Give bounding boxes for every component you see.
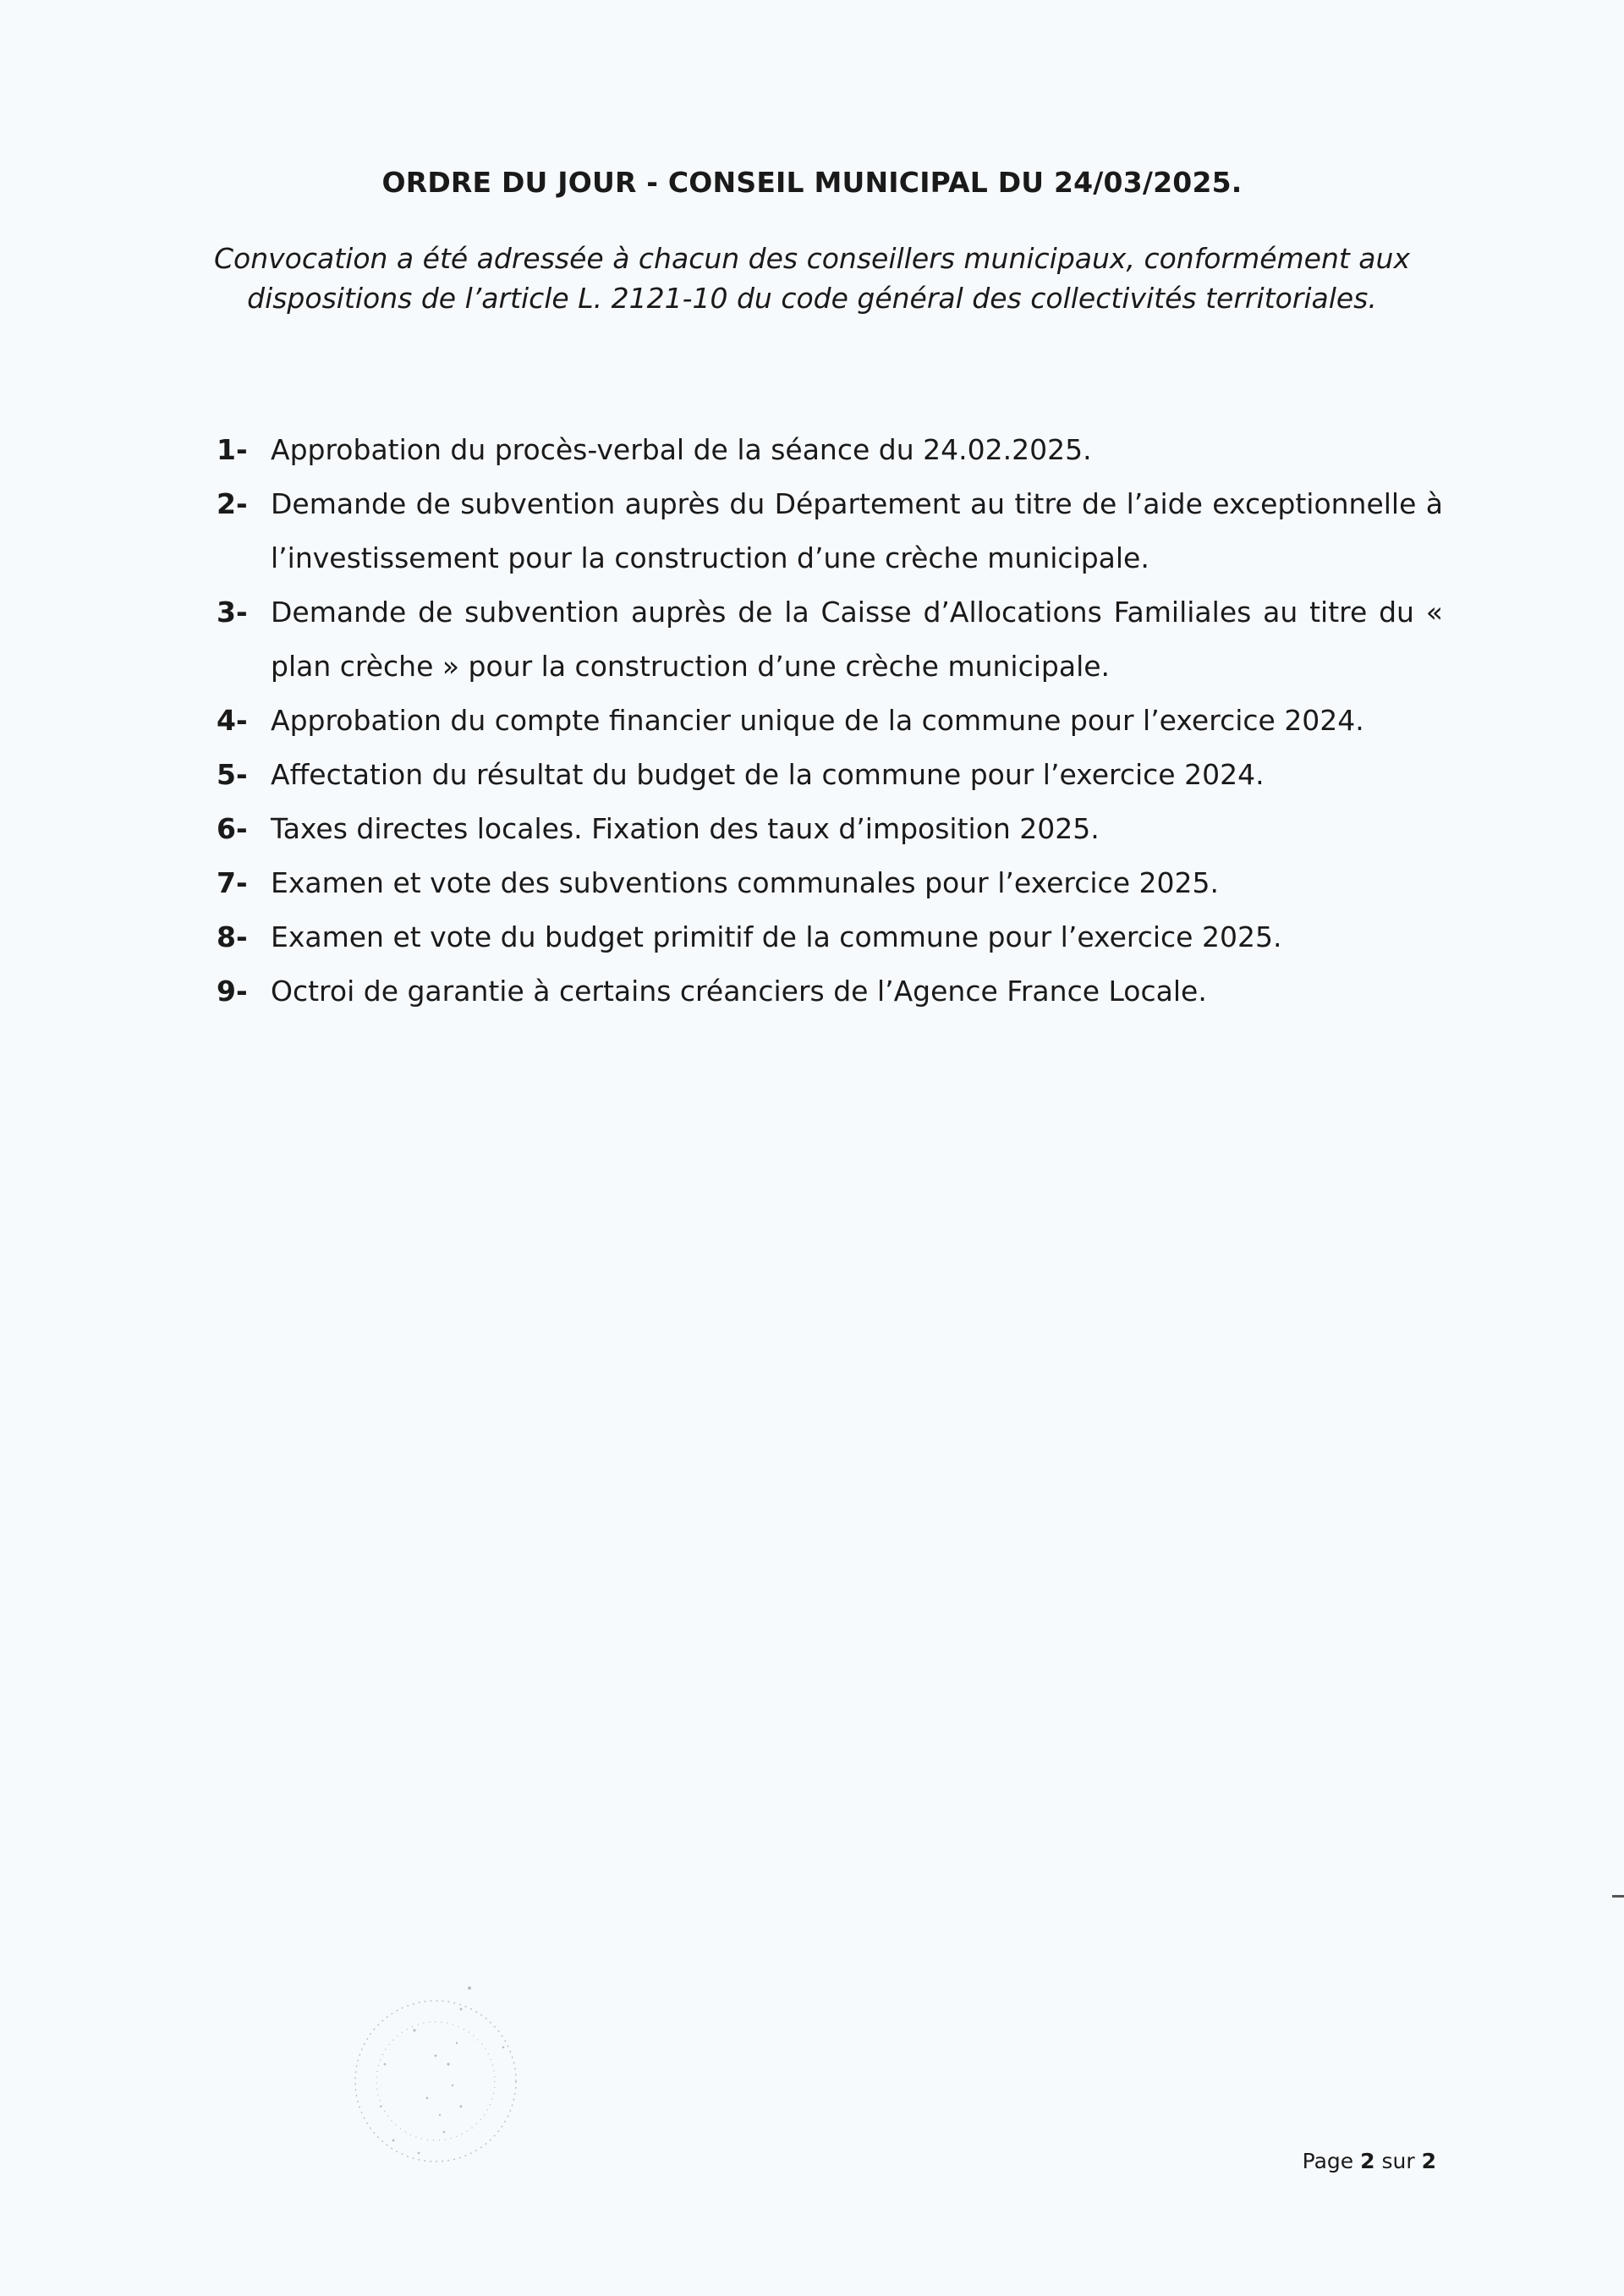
- agenda-item-text: Taxes directes locales. Fixation des taux d’imposition 2025.: [271, 812, 1100, 845]
- agenda-item-number: 9-: [217, 975, 248, 1008]
- agenda-item-6: [217, 802, 1443, 856]
- agenda-item-3: [217, 585, 1443, 694]
- agenda-title: ORDRE DU JOUR - CONSEIL MUNICIPAL DU 24/03/2025.: [381, 166, 1243, 199]
- agenda-item-number: 4-: [217, 704, 248, 737]
- agenda-item-2: [217, 477, 1443, 585]
- scan-edge-mark: [1612, 1895, 1624, 1898]
- stamp-icon: [334, 1937, 554, 2191]
- total-pages: 2: [1421, 2149, 1436, 2173]
- agenda-item-text: Octroi de garantie à certains créanciers de l’Agence France Locale.: [271, 975, 1207, 1008]
- agenda-item-5: [217, 748, 1443, 802]
- agenda-item-text: Approbation du compte financier unique de la commune pour l’exercice 2024.: [271, 704, 1364, 737]
- agenda-item-number: 8-: [217, 920, 248, 953]
- agenda-item-number: 5-: [217, 758, 248, 791]
- agenda-item-number: 2-: [217, 487, 248, 520]
- agenda-item-text: Demande de subvention auprès de la Caisse d’Allocations Familiales au titre du « plan crèche » pour la construction d’une crèche municipale.: [271, 596, 1443, 683]
- agenda-item-1: [217, 423, 1443, 477]
- agenda-item-number: 3-: [217, 596, 248, 629]
- agenda-list: [217, 423, 1443, 1019]
- agenda-item-text: Approbation du procès-verbal de la séance du 24.02.2025.: [271, 433, 1092, 466]
- page-word: Page: [1302, 2149, 1354, 2173]
- convocation-notice: [0, 239, 1624, 318]
- agenda-item-7: [217, 856, 1443, 910]
- agenda-item-number: 7-: [217, 866, 248, 899]
- agenda-item-8: [217, 910, 1443, 964]
- convocation-line-1: Convocation a été adressée à chacun des conseillers municipaux, conformément aux: [214, 242, 1410, 275]
- agenda-item-9: [217, 964, 1443, 1019]
- agenda-item-4: [217, 694, 1443, 748]
- page-number: [1303, 2149, 1436, 2173]
- current-page: 2: [1360, 2149, 1375, 2173]
- agenda-item-number: 6-: [217, 812, 248, 845]
- agenda-item-number: 1-: [217, 433, 248, 466]
- agenda-item-text: Demande de subvention auprès du Département au titre de l’aide exceptionnelle à l’investissement pour la construction d’une crèche municipale.: [271, 487, 1443, 574]
- agenda-item-text: Examen et vote du budget primitif de la commune pour l’exercice 2025.: [271, 920, 1282, 953]
- agenda-item-text: Affectation du résultat du budget de la commune pour l’exercice 2024.: [271, 758, 1265, 791]
- of-word: sur: [1381, 2149, 1415, 2173]
- convocation-line-2: dispositions de l’article L. 2121-10 du code général des collectivités territoriales.: [247, 282, 1377, 315]
- agenda-item-text: Examen et vote des subventions communales pour l’exercice 2025.: [271, 866, 1219, 899]
